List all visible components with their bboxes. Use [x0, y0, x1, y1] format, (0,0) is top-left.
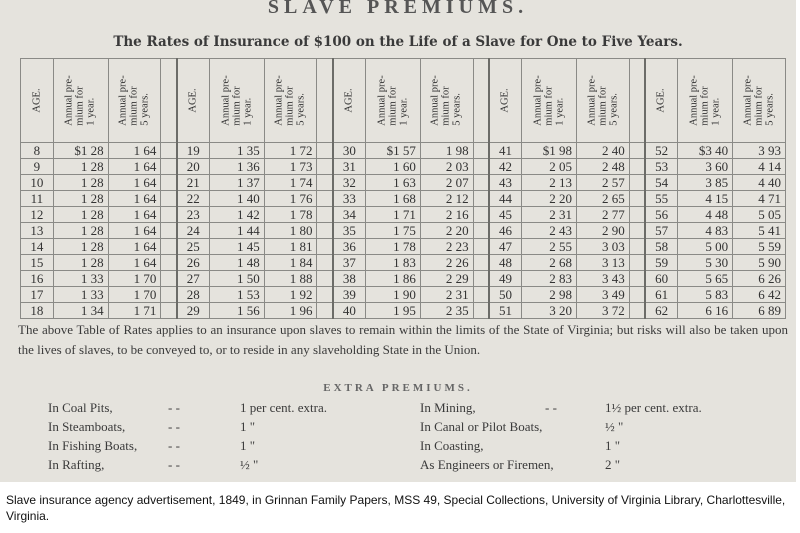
column-gap: [317, 59, 333, 143]
extra-premium-value: ½ ": [605, 419, 624, 434]
age-cell: 61: [645, 287, 678, 303]
premium-5yr-cell: 2 48: [576, 159, 629, 175]
column-gap: [629, 287, 645, 303]
age-cell: 62: [645, 303, 678, 319]
premium-5yr-cell: 5 41: [733, 223, 786, 239]
column-header: Annual pre- mium for 1 year.: [522, 59, 577, 143]
column-gap: [629, 59, 645, 143]
premium-5yr-cell: 2 03: [420, 159, 473, 175]
age-cell: 37: [333, 255, 366, 271]
premium-5yr-cell: 6 89: [733, 303, 786, 319]
age-cell: 32: [333, 175, 366, 191]
premium-5yr-cell: 1 64: [108, 239, 161, 255]
extra-premium-dashes: - -: [168, 438, 180, 453]
premium-5yr-cell: 2 26: [420, 255, 473, 271]
age-cell: 59: [645, 255, 678, 271]
premium-1yr-cell: 6 16: [678, 303, 733, 319]
column-gap: [161, 159, 177, 175]
premium-1yr-cell: 1 95: [365, 303, 420, 319]
premium-1yr-cell: 1 28: [53, 207, 108, 223]
column-gap: [473, 175, 489, 191]
premium-5yr-cell: 2 35: [420, 303, 473, 319]
table-row: [21, 239, 786, 255]
age-cell: 27: [177, 271, 210, 287]
premium-1yr-cell: 1 45: [209, 239, 264, 255]
table-header-row: [21, 59, 786, 143]
extra-premium-dashes: - -: [168, 457, 180, 472]
column-gap: [317, 223, 333, 239]
premium-5yr-cell: 2 07: [420, 175, 473, 191]
premium-5yr-cell: 3 72: [576, 303, 629, 319]
column-gap: [473, 255, 489, 271]
premium-1yr-cell: 1 28: [53, 191, 108, 207]
premium-5yr-cell: 1 81: [264, 239, 317, 255]
column-gap: [473, 271, 489, 287]
column-gap: [317, 239, 333, 255]
column-header: Annual pre- mium for 5 years.: [108, 59, 161, 143]
column-header: Annual pre- mium for 1 year.: [365, 59, 420, 143]
premium-5yr-cell: 1 64: [108, 191, 161, 207]
premium-1yr-cell: 1 42: [209, 207, 264, 223]
age-cell: 52: [645, 143, 678, 159]
age-cell: 23: [177, 207, 210, 223]
extra-premium-label: In Fishing Boats,: [48, 438, 138, 453]
premium-5yr-cell: 1 76: [264, 191, 317, 207]
premium-5yr-cell: 2 29: [420, 271, 473, 287]
age-cell: 45: [489, 207, 522, 223]
premium-1yr-cell: 1 50: [209, 271, 264, 287]
subtitle: The Rates of Insurance of $100 on the Life of a Slave for One to Five Years.: [113, 34, 683, 50]
age-cell: 30: [333, 143, 366, 159]
column-gap: [629, 175, 645, 191]
premium-1yr-cell: 5 83: [678, 287, 733, 303]
column-gap: [473, 143, 489, 159]
age-cell: 40: [333, 303, 366, 319]
column-gap: [317, 175, 333, 191]
age-cell: 54: [645, 175, 678, 191]
age-cell: 36: [333, 239, 366, 255]
premium-5yr-cell: 1 80: [264, 223, 317, 239]
premium-1yr-cell: 1 28: [53, 239, 108, 255]
column-gap: [473, 223, 489, 239]
premium-1yr-cell: 1 33: [53, 271, 108, 287]
extra-premium-value: ½ ": [240, 457, 259, 472]
column-gap: [161, 255, 177, 271]
column-header: Annual pre- mium for 5 years.: [576, 59, 629, 143]
extra-premiums-heading: EXTRA PREMIUMS.: [323, 382, 473, 394]
premium-1yr-cell: 1 36: [209, 159, 264, 175]
age-cell: 38: [333, 271, 366, 287]
premium-1yr-cell: 1 78: [365, 239, 420, 255]
column-gap: [161, 191, 177, 207]
age-cell: 58: [645, 239, 678, 255]
column-gap: [317, 207, 333, 223]
premium-5yr-cell: 4 40: [733, 175, 786, 191]
premium-5yr-cell: 1 71: [108, 303, 161, 319]
column-header: AGE.: [333, 59, 366, 143]
premium-5yr-cell: 2 40: [576, 143, 629, 159]
premium-1yr-cell: 4 15: [678, 191, 733, 207]
extra-premium-value: 1 ": [240, 438, 256, 453]
premium-1yr-cell: 5 30: [678, 255, 733, 271]
age-cell: 8: [21, 143, 54, 159]
premium-5yr-cell: 1 64: [108, 175, 161, 191]
column-gap: [161, 271, 177, 287]
age-cell: 44: [489, 191, 522, 207]
table-row: [21, 159, 786, 175]
age-cell: 9: [21, 159, 54, 175]
premium-1yr-cell: 1 53: [209, 287, 264, 303]
premium-5yr-cell: 1 64: [108, 159, 161, 175]
age-cell: 24: [177, 223, 210, 239]
age-cell: 13: [21, 223, 54, 239]
premium-1yr-cell: 2 83: [522, 271, 577, 287]
column-gap: [629, 271, 645, 287]
premium-5yr-cell: 1 84: [264, 255, 317, 271]
premium-1yr-cell: 1 28: [53, 255, 108, 271]
age-cell: 56: [645, 207, 678, 223]
premium-1yr-cell: 1 83: [365, 255, 420, 271]
premium-5yr-cell: 1 74: [264, 175, 317, 191]
premium-5yr-cell: 1 70: [108, 287, 161, 303]
premium-5yr-cell: 2 90: [576, 223, 629, 239]
premium-5yr-cell: 2 20: [420, 223, 473, 239]
table-row: [21, 223, 786, 239]
column-gap: [629, 143, 645, 159]
premium-1yr-cell: 1 33: [53, 287, 108, 303]
premium-5yr-cell: 2 31: [420, 287, 473, 303]
premium-5yr-cell: 1 96: [264, 303, 317, 319]
column-gap: [161, 303, 177, 319]
column-header: Annual pre- mium for 5 years.: [733, 59, 786, 143]
premium-5yr-cell: 1 73: [264, 159, 317, 175]
premium-1yr-cell: 1 40: [209, 191, 264, 207]
premium-5yr-cell: 1 64: [108, 207, 161, 223]
premium-1yr-cell: 2 55: [522, 239, 577, 255]
column-gap: [317, 271, 333, 287]
premium-5yr-cell: 2 12: [420, 191, 473, 207]
table-row: [21, 207, 786, 223]
premium-1yr-cell: 2 98: [522, 287, 577, 303]
column-gap: [629, 303, 645, 319]
premium-5yr-cell: 3 13: [576, 255, 629, 271]
premium-5yr-cell: 2 77: [576, 207, 629, 223]
age-cell: 26: [177, 255, 210, 271]
table-row: [21, 271, 786, 287]
age-cell: 17: [21, 287, 54, 303]
extra-premium-label: In Mining,: [420, 400, 476, 415]
age-cell: 14: [21, 239, 54, 255]
caption: Slave insurance agency advertisement, 1849, in Grinnan Family Papers, MSS 49, Special Collections, University of Virginia Library, Charlottesville, Virginia.: [6, 493, 786, 523]
age-cell: 39: [333, 287, 366, 303]
column-gap: [317, 303, 333, 319]
column-header: Annual pre- mium for 1 year.: [53, 59, 108, 143]
table-row: [21, 255, 786, 271]
premium-5yr-cell: 2 65: [576, 191, 629, 207]
age-cell: 25: [177, 239, 210, 255]
extra-premium-label: In Coal Pits,: [48, 400, 113, 415]
premium-5yr-cell: 4 14: [733, 159, 786, 175]
column-gap: [161, 175, 177, 191]
premium-1yr-cell: 2 13: [522, 175, 577, 191]
age-cell: 47: [489, 239, 522, 255]
extra-premium-label: As Engineers or Firemen,: [420, 457, 554, 472]
column-gap: [629, 191, 645, 207]
extra-premium-value: 1 per cent. extra.: [240, 400, 327, 415]
premium-5yr-cell: 4 71: [733, 191, 786, 207]
premium-1yr-cell: 1 86: [365, 271, 420, 287]
extra-premium-value: 1 ": [605, 438, 621, 453]
premium-1yr-cell: 3 60: [678, 159, 733, 175]
rates-table: [20, 58, 786, 319]
age-cell: 12: [21, 207, 54, 223]
premium-5yr-cell: 1 88: [264, 271, 317, 287]
column-gap: [161, 207, 177, 223]
premium-1yr-cell: 2 31: [522, 207, 577, 223]
column-gap: [629, 255, 645, 271]
premium-5yr-cell: 2 23: [420, 239, 473, 255]
age-cell: 57: [645, 223, 678, 239]
column-gap: [161, 223, 177, 239]
premium-1yr-cell: 1 28: [53, 175, 108, 191]
premium-5yr-cell: 1 72: [264, 143, 317, 159]
column-header: AGE.: [21, 59, 54, 143]
age-cell: 46: [489, 223, 522, 239]
premium-5yr-cell: 1 98: [420, 143, 473, 159]
main-heading: SLAVE PREMIUMS.: [267, 0, 529, 18]
column-header: Annual pre- mium for 1 year.: [678, 59, 733, 143]
premium-5yr-cell: 3 49: [576, 287, 629, 303]
age-cell: 53: [645, 159, 678, 175]
premium-5yr-cell: 1 78: [264, 207, 317, 223]
table-row: [21, 191, 786, 207]
column-header: Annual pre- mium for 5 years.: [264, 59, 317, 143]
premium-1yr-cell: 3 20: [522, 303, 577, 319]
age-cell: 35: [333, 223, 366, 239]
column-gap: [629, 159, 645, 175]
premium-5yr-cell: 1 70: [108, 271, 161, 287]
premium-1yr-cell: 1 35: [209, 143, 264, 159]
premium-1yr-cell: 1 60: [365, 159, 420, 175]
premium-1yr-cell: $3 40: [678, 143, 733, 159]
column-gap: [317, 287, 333, 303]
column-header: Annual pre- mium for 5 years.: [420, 59, 473, 143]
premium-5yr-cell: 1 64: [108, 255, 161, 271]
premium-5yr-cell: 3 43: [576, 271, 629, 287]
column-gap: [473, 287, 489, 303]
premium-1yr-cell: 2 05: [522, 159, 577, 175]
age-cell: 22: [177, 191, 210, 207]
column-gap: [473, 239, 489, 255]
age-cell: 16: [21, 271, 54, 287]
column-header: AGE.: [177, 59, 210, 143]
premium-1yr-cell: 1 90: [365, 287, 420, 303]
column-gap: [473, 59, 489, 143]
age-cell: 10: [21, 175, 54, 191]
age-cell: 21: [177, 175, 210, 191]
premium-1yr-cell: 4 83: [678, 223, 733, 239]
premium-1yr-cell: 1 48: [209, 255, 264, 271]
table-row: [21, 143, 786, 159]
extra-premium-dashes: - -: [168, 400, 180, 415]
column-gap: [317, 191, 333, 207]
column-gap: [473, 191, 489, 207]
premium-1yr-cell: $1 98: [522, 143, 577, 159]
premium-5yr-cell: 5 90: [733, 255, 786, 271]
column-header: Annual pre- mium for 1 year.: [209, 59, 264, 143]
column-gap: [473, 207, 489, 223]
premium-1yr-cell: 1 28: [53, 223, 108, 239]
premium-5yr-cell: 1 64: [108, 223, 161, 239]
premium-5yr-cell: 3 03: [576, 239, 629, 255]
age-cell: 50: [489, 287, 522, 303]
premium-1yr-cell: 2 20: [522, 191, 577, 207]
table-row: [21, 287, 786, 303]
premium-1yr-cell: 1 37: [209, 175, 264, 191]
extra-premium-label: In Rafting,: [48, 457, 105, 472]
age-cell: 31: [333, 159, 366, 175]
premium-1yr-cell: 3 85: [678, 175, 733, 191]
column-gap: [317, 143, 333, 159]
premium-1yr-cell: 5 65: [678, 271, 733, 287]
premium-1yr-cell: $1 28: [53, 143, 108, 159]
column-gap: [161, 287, 177, 303]
premium-5yr-cell: 3 93: [733, 143, 786, 159]
table-row: [21, 175, 786, 191]
age-cell: 11: [21, 191, 54, 207]
extra-premium-label: In Canal or Pilot Boats,: [420, 419, 543, 434]
column-gap: [473, 159, 489, 175]
column-gap: [629, 239, 645, 255]
extra-premium-dashes: - -: [545, 400, 557, 415]
premium-5yr-cell: 6 26: [733, 271, 786, 287]
premium-1yr-cell: 1 56: [209, 303, 264, 319]
premium-1yr-cell: 1 28: [53, 159, 108, 175]
age-cell: 19: [177, 143, 210, 159]
premium-5yr-cell: 6 42: [733, 287, 786, 303]
premium-5yr-cell: 2 57: [576, 175, 629, 191]
age-cell: 34: [333, 207, 366, 223]
premium-5yr-cell: 1 64: [108, 143, 161, 159]
age-cell: 60: [645, 271, 678, 287]
extra-premium-label: In Steamboats,: [48, 419, 126, 434]
premium-1yr-cell: 2 43: [522, 223, 577, 239]
age-cell: 20: [177, 159, 210, 175]
extra-premium-dashes: - -: [168, 419, 180, 434]
age-cell: 42: [489, 159, 522, 175]
premium-1yr-cell: 1 63: [365, 175, 420, 191]
premium-1yr-cell: 1 44: [209, 223, 264, 239]
age-cell: 28: [177, 287, 210, 303]
premium-1yr-cell: 5 00: [678, 239, 733, 255]
column-gap: [629, 223, 645, 239]
premium-5yr-cell: 1 92: [264, 287, 317, 303]
table-row: [21, 303, 786, 319]
age-cell: 18: [21, 303, 54, 319]
age-cell: 33: [333, 191, 366, 207]
age-cell: 51: [489, 303, 522, 319]
age-cell: 29: [177, 303, 210, 319]
column-gap: [161, 59, 177, 143]
extra-premium-value: 1 ": [240, 419, 256, 434]
column-gap: [317, 255, 333, 271]
premium-1yr-cell: 1 71: [365, 207, 420, 223]
extra-premium-value: 1½ per cent. extra.: [605, 400, 702, 415]
age-cell: 55: [645, 191, 678, 207]
premium-1yr-cell: 2 68: [522, 255, 577, 271]
column-gap: [317, 159, 333, 175]
premium-5yr-cell: 2 16: [420, 207, 473, 223]
premium-1yr-cell: 4 48: [678, 207, 733, 223]
age-cell: 43: [489, 175, 522, 191]
column-header: AGE.: [645, 59, 678, 143]
age-cell: 48: [489, 255, 522, 271]
premium-5yr-cell: 5 59: [733, 239, 786, 255]
extra-premium-value: 2 ": [605, 457, 621, 472]
premium-1yr-cell: 1 68: [365, 191, 420, 207]
premium-5yr-cell: 5 05: [733, 207, 786, 223]
premium-1yr-cell: 1 75: [365, 223, 420, 239]
age-cell: 15: [21, 255, 54, 271]
column-gap: [473, 303, 489, 319]
age-cell: 41: [489, 143, 522, 159]
extra-premium-label: In Coasting,: [420, 438, 484, 453]
column-gap: [161, 143, 177, 159]
premium-1yr-cell: 1 34: [53, 303, 108, 319]
notice-text: The above Table of Rates applies to an insurance upon slaves to remain within the limits of the State of Virginia; but risks will also be taken upon the lives of slaves, to be conveyed to, or to reside in any slaveholding State in the Union.: [18, 322, 788, 357]
column-gap: [629, 207, 645, 223]
column-gap: [161, 239, 177, 255]
premium-1yr-cell: $1 57: [365, 143, 420, 159]
column-header: AGE.: [489, 59, 522, 143]
age-cell: 49: [489, 271, 522, 287]
